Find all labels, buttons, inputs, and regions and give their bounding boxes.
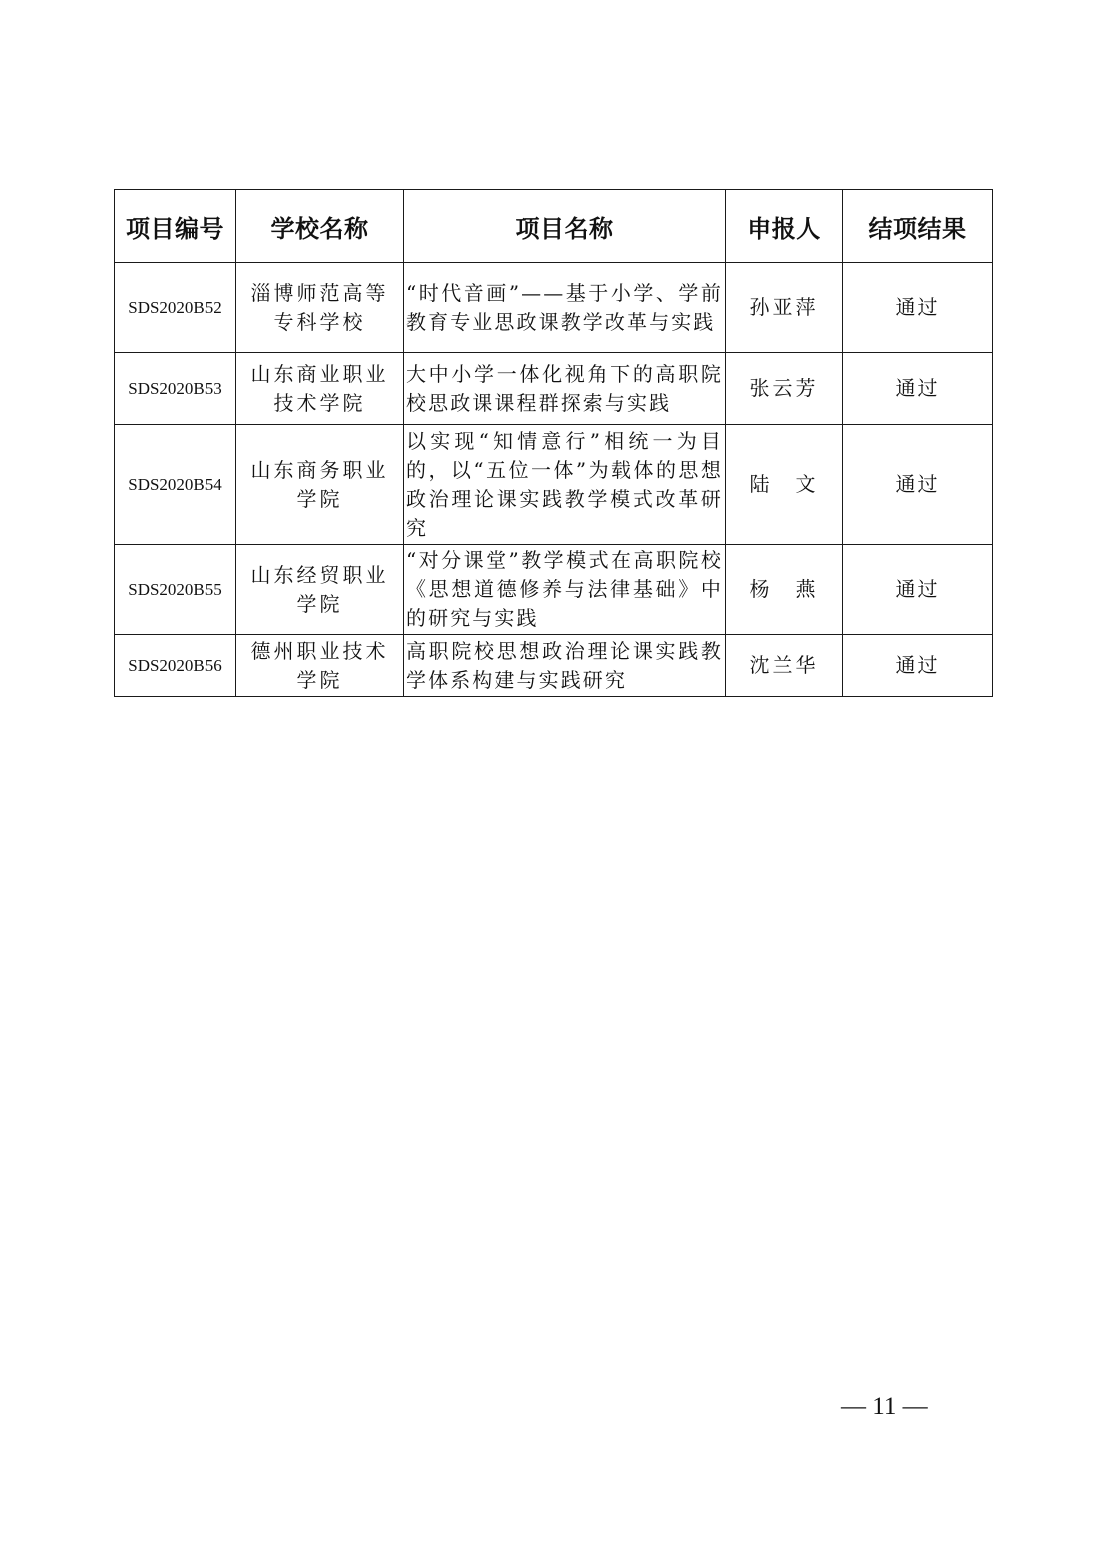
school-name-cell: 德州职业技术学院 <box>236 635 404 697</box>
result-cell: 通过 <box>843 545 993 635</box>
result-cell: 通过 <box>843 635 993 697</box>
project-name-cell: 以实现“知情意行”相统一为目的，以“五位一体”为载体的思想政治理论课实践教学模式改革研究 <box>404 425 726 545</box>
project-code-cell: SDS2020B52 <box>115 263 236 353</box>
table-row <box>115 263 993 353</box>
result-cell: 通过 <box>843 263 993 353</box>
table-row <box>115 545 993 635</box>
school-name-cell: 山东经贸职业学院 <box>236 545 404 635</box>
project-code-cell: SDS2020B54 <box>115 425 236 545</box>
table-row <box>115 425 993 545</box>
table-row <box>115 353 993 425</box>
table-row <box>115 635 993 697</box>
page-number: — 11 — <box>841 1393 928 1420</box>
results-table <box>114 189 993 697</box>
header-applicant: 申报人 <box>726 190 843 263</box>
applicant-cell: 陆 文 <box>726 425 843 545</box>
result-cell: 通过 <box>843 425 993 545</box>
project-code-cell: SDS2020B55 <box>115 545 236 635</box>
school-name-cell: 山东商务职业学院 <box>236 425 404 545</box>
header-project-code: 项目编号 <box>115 190 236 263</box>
table-header-row <box>115 190 993 263</box>
header-result: 结项结果 <box>843 190 993 263</box>
project-code-cell: SDS2020B53 <box>115 353 236 425</box>
applicant-cell: 孙亚萍 <box>726 263 843 353</box>
project-name-cell: 大中小学一体化视角下的高职院校思政课课程群探索与实践 <box>404 353 726 425</box>
school-name-cell: 山东商业职业技术学院 <box>236 353 404 425</box>
project-name-cell: “对分课堂”教学模式在高职院校《思想道德修养与法律基础》中的研究与实践 <box>404 545 726 635</box>
applicant-cell: 沈兰华 <box>726 635 843 697</box>
applicant-cell: 杨 燕 <box>726 545 843 635</box>
header-project-name: 项目名称 <box>404 190 726 263</box>
header-school-name: 学校名称 <box>236 190 404 263</box>
results-table-container <box>114 189 992 697</box>
school-name-cell: 淄博师范高等专科学校 <box>236 263 404 353</box>
project-name-cell: 高职院校思想政治理论课实践教学体系构建与实践研究 <box>404 635 726 697</box>
project-name-cell: “时代音画”——基于小学、学前教育专业思政课教学改革与实践 <box>404 263 726 353</box>
applicant-cell: 张云芳 <box>726 353 843 425</box>
project-code-cell: SDS2020B56 <box>115 635 236 697</box>
result-cell: 通过 <box>843 353 993 425</box>
